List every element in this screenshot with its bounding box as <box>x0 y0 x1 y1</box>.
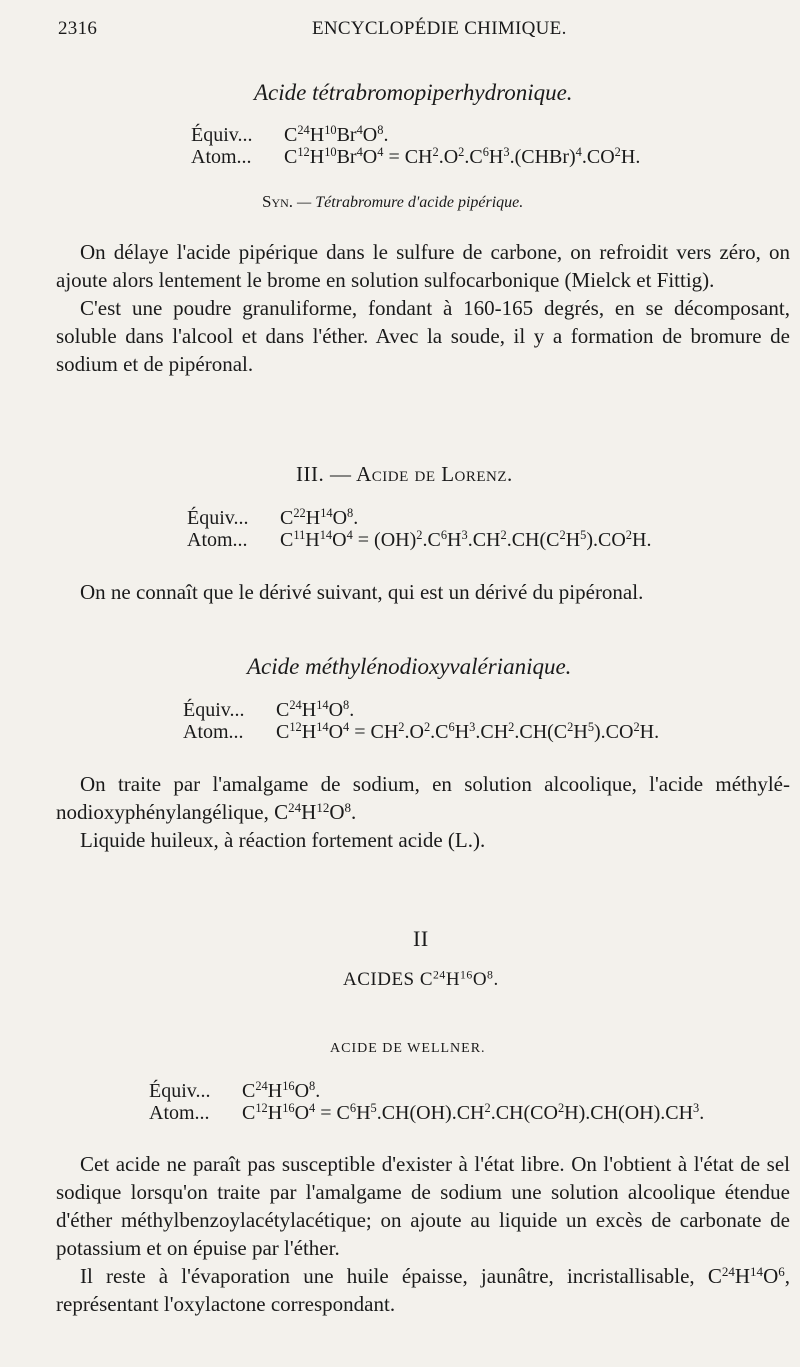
running-title: ENCYCLOPÉDIE CHIMIQUE. <box>312 18 567 39</box>
paragraph: On traite par l'amalgame de sodium, en solution alcoolique, l'acide méthylé-nodioxyphénylangélique, $C^{24}H^{12}O^8$. <box>56 772 790 824</box>
equiv-label: Équiv... <box>183 699 245 721</box>
page-number: 2316 <box>58 18 98 39</box>
equiv-formula: $C^{24}H^{16}O^8$. <box>242 1079 321 1102</box>
paragraph: Cet acide ne paraît pas susceptible d'exister à l'état libre. On l'obtient à l'état de sel sodique lorsqu'on traite par l'amalgame de sodium une solution alcoolique étendue d'éther méthylbenzoylacétylacétique; on ajoute au liquide un excès de carbonate de potassium et on épuise par l'éther. <box>56 1152 790 1260</box>
atom-label: Atom... <box>183 721 244 743</box>
equiv-line-1 <box>191 124 388 146</box>
atom-label: Atom... <box>187 529 248 551</box>
paragraph: On ne connaît que le dérivé suivant, qui est un dérivé du pipéronal. <box>80 580 644 604</box>
atom-label: Atom... <box>149 1102 210 1124</box>
paragraph: C'est une poudre granuliforme, fondant à 160-165 degrés, en se décomposant, soluble dans l'alcool et dans l'éther. Avec la soude, il y a formation de bromure de sodium et de pipéronal. <box>56 296 790 376</box>
syn-text: — Tétrabromure d'acide pipérique. <box>297 194 524 211</box>
equiv-formula: $C^{24}H^{10}Br^4O^8$. <box>284 123 389 146</box>
equiv-label: Équiv... <box>191 124 253 146</box>
section-title-tetrabromo: Acide tétrabromopiperhydronique. <box>254 80 573 105</box>
section-roman-numeral: II <box>413 926 429 951</box>
atom-formula: $C^{11}H^{14}O^4 = (OH)^2.C^6H^3.CH^2.CH(C^2H^5).CO^2H$. <box>280 528 652 551</box>
syn-label: Syn. <box>262 192 294 211</box>
section-title-methylenodioxy: Acide méthylénodioxyvalérianique. <box>247 654 572 679</box>
equiv-formula: $C^{24}H^{14}O^8$. <box>276 698 355 721</box>
section-heading-acides: ACIDES $C^{24}H^{16}O^8$. <box>343 968 499 990</box>
equiv-formula: $C^{22}H^{14}O^8$. <box>280 506 359 529</box>
synonym-line <box>262 192 523 212</box>
paragraph-block-2 <box>56 578 790 606</box>
subheading-wellner: ACIDE DE WELLNER. <box>330 1041 486 1056</box>
atom-line-4 <box>149 1102 704 1124</box>
paragraph-block-4 <box>56 1150 790 1318</box>
equiv-line-2 <box>187 507 358 529</box>
equiv-label: Équiv... <box>149 1080 211 1102</box>
paragraph: Liquide huileux, à réaction fortement acide (L.). <box>80 828 486 852</box>
equiv-label: Équiv... <box>187 507 249 529</box>
paragraph: Il reste à l'évaporation une huile épaisse, jaunâtre, incristallisable, $C^{24}H^{14}O^6$, représentant l'oxylactone correspondant. <box>56 1263 790 1316</box>
atom-line-2 <box>187 529 651 551</box>
atom-formula: $C^{12}H^{14}O^4 = CH^2.O^2.C^6H^3.CH^2.CH(C^2H^5).CO^2H$. <box>276 720 660 743</box>
equiv-line-4 <box>149 1080 320 1102</box>
equiv-line-3 <box>183 699 354 721</box>
atom-formula: $C^{12}H^{10}Br^4O^4$ = $CH^2.O^2.C^6H^3.(CHBr)^4.CO^2H$. <box>284 145 641 168</box>
atom-line-1 <box>191 146 640 168</box>
section-heading-lorenz: III. — Acide de Lorenz. <box>296 462 513 486</box>
paragraph-block-1 <box>56 238 790 378</box>
paragraph: On délaye l'acide pipérique dans le sulfure de carbone, on refroidit vers zéro, on ajoute alors lentement le brome en solution sulfocarbonique (Mielck et Fittig). <box>56 240 790 292</box>
paragraph-block-3 <box>56 770 790 854</box>
atom-line-3 <box>183 721 659 743</box>
atom-label: Atom... <box>191 146 252 168</box>
atom-formula: $C^{12}H^{16}O^4 = C^6H^5.CH(OH).CH^2.CH(CO^2H).CH(OH).CH^3$. <box>242 1101 705 1124</box>
